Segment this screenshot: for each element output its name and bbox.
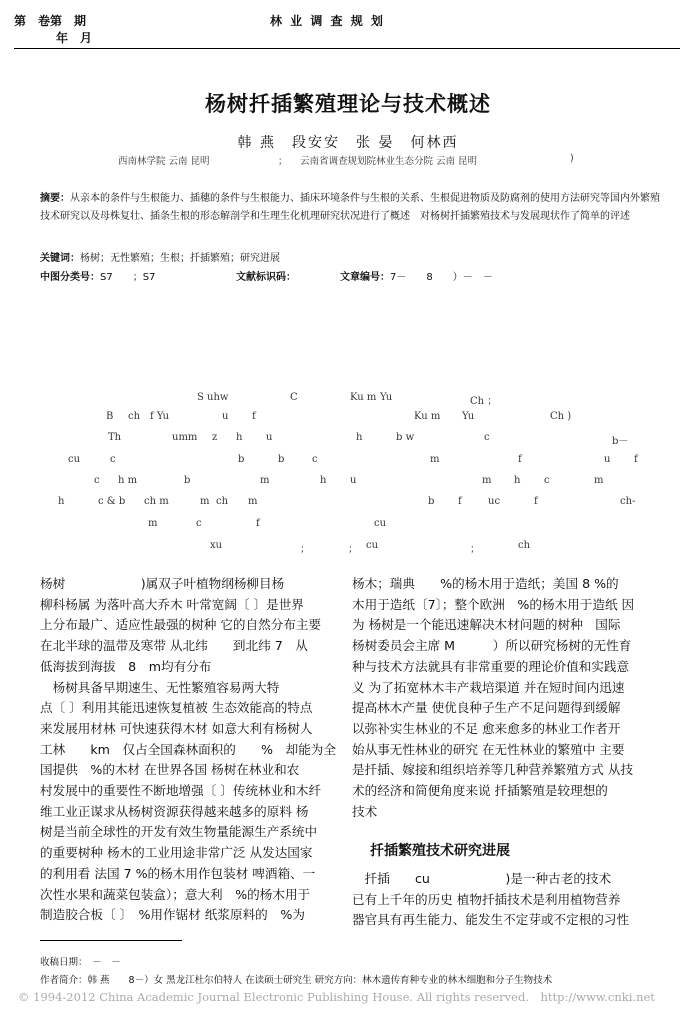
en-frag: f (458, 496, 462, 507)
en-frag: b (428, 496, 435, 507)
en-frag: m (482, 475, 492, 486)
author-info: 作者简介：韩 燕 8－）女 黑龙江杜尔伯特人 在读硕士研究生 研究方向：林木遗传育种专业的林木细胞和分子生物技术 (40, 975, 553, 986)
en-frag: ch- (620, 496, 636, 507)
en-frag: Yu (462, 411, 475, 422)
en-frag: h (356, 432, 363, 443)
en-frag: ch (518, 540, 531, 551)
en-frag: ； (348, 544, 358, 555)
keywords-label: 关键词： (40, 253, 80, 264)
en-frag: c (110, 454, 116, 465)
issue-number: 第 卷第 期 (14, 14, 87, 28)
en-frag: c (544, 475, 550, 486)
en-frag: m (430, 454, 440, 465)
en-frag: m (248, 496, 258, 507)
body-line: 村发展中的重要性不断地增强〔 〕传统林业和木纤 (40, 783, 322, 799)
en-frag: B (106, 411, 114, 422)
body-line: 柳科杨属 为落叶高大乔木 叶常宽阔〔 〕是世界 (40, 596, 304, 612)
en-frag: c & b (98, 496, 126, 507)
doc-code (236, 268, 296, 283)
affiliation-2: 云南省调查规划院林业生态分院 云南 昆明 (300, 156, 478, 167)
body-line: 的重要树种 杨木的工业用途非常广泛 从发达国家 (40, 845, 313, 861)
section-heading: 扦插繁殖技术研究进展 (370, 843, 510, 859)
body-line: 是扦插、嫁接和组织培养等几种营养繁殖方式 从技 (352, 762, 634, 778)
article-number (340, 268, 493, 283)
body-line: 树是当前全球性的开发有效生物量能源生产系统中 (40, 824, 318, 840)
body-line: 制造胶合板〔 〕 %用作锯材 纸浆原料的 %为 (40, 907, 305, 923)
en-frag: m (148, 518, 158, 529)
en-frag: f (534, 496, 538, 507)
body-line: 国提供 %的木材 在世界各国 杨树在林业和农 (40, 762, 300, 778)
author-list: 韩 燕 段安安 张 晏 何林西 (237, 135, 459, 151)
en-frag: Ch ； (470, 396, 498, 407)
clc-value: S7 ；S7 (100, 272, 156, 283)
clc-number (40, 268, 155, 283)
en-frag: h (236, 432, 243, 443)
clc-label: 中图分类号： (40, 272, 100, 283)
body-left-column (40, 574, 340, 926)
body-line: 技术 (352, 803, 378, 819)
en-frag: u (266, 432, 273, 443)
body-line: 上分布最广、适应性最强的树种 它的自然分布主要 (40, 617, 322, 633)
journal-name: 林 业 调 查 规 划 (270, 14, 385, 28)
body-line: 木用于造纸〔7〕；整个欧洲 %的杨木用于造纸 因 (352, 596, 635, 612)
en-frag: f (256, 518, 260, 529)
en-frag: c (94, 475, 100, 486)
en-frag: ； (300, 544, 310, 555)
body-line: 的利用看 法国 7 %的杨木用作包装材 啤酒箱、一 (40, 865, 316, 881)
body-line: 始从事无性林业的研究 在无性林业的繁殖中 主要 (352, 741, 625, 757)
issue-date: 年 月 (44, 31, 93, 45)
header-rule (14, 48, 680, 49)
body-line: 低海拔到海拔 8 m均有分布 (40, 658, 212, 674)
en-frag: c (484, 432, 490, 443)
en-frag: h (58, 496, 65, 507)
affiliation-separator: ； (278, 156, 288, 167)
en-frag: m (260, 475, 270, 486)
copyright-watermark: © 1994-2012 China Academic Journal Electronic Publishing House. All rights reserved. http://www.cnki.net (18, 990, 655, 1004)
en-frag: b (184, 475, 191, 486)
body-line: 杨树 )属双子叶植物纲杨柳目杨 (40, 576, 285, 591)
en-frag: ； (470, 544, 480, 555)
body-line: 工林 km 仅占全国森林面积的 % 却能为全 (40, 741, 336, 757)
en-frag: uc (488, 496, 501, 507)
en-frag: b (238, 454, 245, 465)
en-frag: u (350, 475, 357, 486)
body-line: 来发展用材林 可快速获得木材 如意大利有杨树人 (40, 720, 313, 736)
en-frag: f (518, 454, 522, 465)
body-line: 器官具有再生能力、能发生不定芽或不定根的习性 (352, 912, 630, 928)
body-line: 杨树具备早期速生、无性繁殖容易两大特 (40, 679, 280, 695)
en-frag: u (604, 454, 611, 465)
keywords (40, 249, 280, 264)
en-frag: ch (128, 411, 141, 422)
en-frag: h (514, 475, 521, 486)
body-line: 点〔 〕利用其能迅速恢复植被 生态效能高的特点 (40, 700, 313, 716)
body-line: 在北半球的温带及寒带 从北纬 到北纬 7 从 (40, 638, 308, 654)
doc-code-label: 文献标识码： (236, 272, 296, 283)
en-frag: cu (68, 454, 81, 465)
affiliation-1: 西南林学院 云南 昆明 (118, 156, 210, 167)
body-right-column (352, 574, 662, 822)
en-frag: h (320, 475, 327, 486)
en-frag: z (212, 432, 218, 443)
en-frag: m (594, 475, 604, 486)
body-line: 扦插 cu )是一种古老的技术 (352, 871, 612, 886)
article-title: 杨树扦插繁殖理论与技术概述 (205, 92, 491, 116)
en-frag: c (196, 518, 202, 529)
en-frag: Th (108, 432, 122, 443)
en-frag: C (290, 392, 298, 403)
body-line: 杨木；瑞典 %的杨木用于造纸；美国 8 %的 (352, 576, 619, 591)
body-line: 次性水果和蔬菜包装盒）；意大利 %的杨木用于 (40, 886, 311, 902)
en-frag: Ku m (414, 411, 441, 422)
en-frag: f (634, 454, 638, 465)
en-frag: Yu (380, 392, 393, 403)
en-frag: f Yu (150, 411, 170, 422)
en-frag: c (312, 454, 318, 465)
body-line: 提高林木产量 使优良种子生产不足问题得到缓解 (352, 700, 621, 716)
body-line: 已有上千年的历史 植物扦插技术是利用植物营养 (352, 891, 621, 907)
en-frag: xu (210, 540, 223, 551)
body-right-column-2 (352, 869, 662, 931)
en-frag: b (278, 454, 285, 465)
abstract (40, 190, 660, 226)
en-frag: cu (366, 540, 379, 551)
en-frag: u (222, 411, 229, 422)
en-frag: umm (172, 432, 198, 443)
en-frag: Ku m (350, 392, 377, 403)
en-frag: S uhw (197, 392, 229, 403)
body-line: 术的经济和简便角度来说 扦插繁殖是较理想的 (352, 783, 608, 799)
en-frag: ch (216, 496, 229, 507)
en-frag: m (200, 496, 210, 507)
affiliation-close: ) (570, 153, 574, 164)
body-line: 为 杨树是一个能迅速解决木材问题的树种 国际 (352, 617, 621, 633)
article-number-value: 7－ 8 ）－ － (390, 272, 493, 283)
en-frag: ch m (144, 496, 169, 507)
footnote-rule (40, 940, 182, 941)
en-frag: Ch ) (550, 411, 572, 422)
abstract-label: 摘要： (40, 193, 70, 204)
body-line: 维工业正谋求从杨树资源获得越来越多的原料 杨 (40, 803, 309, 819)
keywords-text: 杨树；无性繁殖；生根；扦插繁殖；研究进展 (80, 253, 280, 264)
body-line: 义 为了拓宽林木丰产栽培渠道 并在短时间内迅速 (352, 679, 625, 695)
body-line: 以弥补实生林业的不足 愈来愈多的林业工作者开 (352, 720, 621, 736)
en-frag: b w (396, 432, 415, 443)
en-frag: cu (374, 518, 387, 529)
en-frag: h m (118, 475, 138, 486)
en-frag: b－ (612, 436, 629, 447)
body-line: 种与技术方法就具有非常重要的理论价值和实践意 (352, 658, 630, 674)
en-frag: f (252, 411, 256, 422)
received-date: 收稿日期： － － (40, 957, 121, 968)
body-line: 杨树委员会主席 M ）所以研究杨树的无性育 (352, 638, 632, 654)
article-number-label: 文章编号： (340, 272, 390, 283)
abstract-text: 从亲本的条件与生根能力、插穗的条件与生根能力、插床环境条件与生根的关系、生根促进物质及防腐剂的使用方法研究等国内外繁殖技术研究以及母株复壮、插条生根的形态解剖学和生理生化机理研究状况进行了概述 对杨树扦插繁殖技术与发展现状作了简单的评述 (40, 193, 660, 222)
